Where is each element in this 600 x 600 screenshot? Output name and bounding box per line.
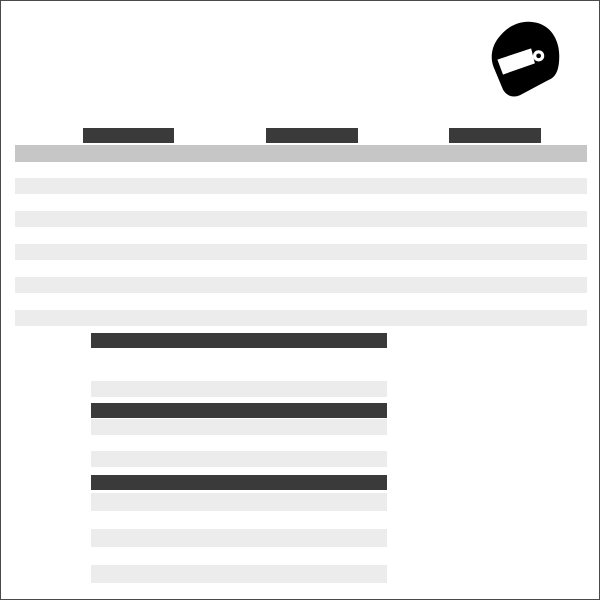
size-value-cell bbox=[367, 381, 387, 397]
diameter-unit bbox=[91, 511, 133, 529]
row-label bbox=[15, 435, 91, 451]
size-column-header bbox=[449, 145, 495, 162]
helmet-value-cell bbox=[133, 583, 169, 600]
measurement-cell bbox=[220, 310, 266, 327]
measurement-cell bbox=[495, 161, 541, 178]
size-column-header bbox=[37, 145, 83, 162]
measurement-cell bbox=[220, 227, 266, 244]
size-value-cell bbox=[328, 349, 348, 365]
standard-label bbox=[15, 511, 91, 529]
measurement-cell bbox=[404, 310, 450, 327]
size-value-cell bbox=[367, 349, 387, 365]
measurement-cell bbox=[541, 293, 587, 310]
measurement-cell bbox=[83, 194, 129, 211]
size-value-cell bbox=[308, 349, 328, 365]
measurement-cell bbox=[312, 178, 358, 195]
size-value-cell bbox=[150, 365, 170, 381]
measurement-cell bbox=[404, 194, 450, 211]
measurement-cell bbox=[174, 161, 220, 178]
measurement-cell bbox=[266, 260, 312, 277]
measurement-cell bbox=[83, 211, 129, 228]
measurement-cell bbox=[174, 293, 220, 310]
measurement-cell bbox=[37, 293, 83, 310]
size-value-cell bbox=[367, 365, 387, 381]
measurement-cell bbox=[449, 260, 495, 277]
size-value-cell bbox=[308, 365, 328, 381]
measurement-cell bbox=[449, 244, 495, 261]
measurement-row-label bbox=[15, 211, 37, 228]
standard-label-spacer bbox=[15, 565, 91, 583]
helmet-value-cell bbox=[277, 511, 313, 529]
helmet-size-header bbox=[205, 565, 241, 583]
row-filler bbox=[349, 583, 387, 600]
measurement-cell bbox=[37, 260, 83, 277]
diameter-unit bbox=[91, 547, 133, 565]
row-label bbox=[15, 451, 91, 467]
measurement-cell bbox=[266, 244, 312, 261]
measurement-cell bbox=[174, 194, 220, 211]
helmet-value-cell bbox=[133, 547, 169, 565]
measurement-cell bbox=[83, 227, 129, 244]
measurement-cell bbox=[312, 194, 358, 211]
helmet-size-header bbox=[205, 529, 241, 547]
measurement-cell bbox=[174, 211, 220, 228]
measurement-cell bbox=[83, 178, 129, 195]
measurement-cell bbox=[404, 277, 450, 294]
row-filler bbox=[349, 529, 387, 547]
standard-label bbox=[15, 583, 91, 600]
helmet-size-header bbox=[277, 565, 313, 583]
size-value-cell bbox=[269, 365, 289, 381]
helmet-value-cell bbox=[205, 511, 241, 529]
measurement-cell bbox=[129, 178, 175, 195]
measurement-cell bbox=[129, 244, 175, 261]
size-value-cell bbox=[288, 451, 337, 467]
measurement-cell bbox=[83, 260, 129, 277]
measurement-cell bbox=[449, 161, 495, 178]
size-column-header bbox=[404, 145, 450, 162]
measurement-cell bbox=[220, 161, 266, 178]
size-value-cell bbox=[91, 381, 111, 397]
row-filler bbox=[349, 547, 387, 565]
size-value-cell bbox=[140, 435, 189, 451]
measurement-cell bbox=[83, 244, 129, 261]
measurement-cell bbox=[312, 161, 358, 178]
measurement-cell bbox=[37, 161, 83, 178]
size-column-header bbox=[358, 145, 404, 162]
measurement-cell bbox=[37, 244, 83, 261]
size-value-cell bbox=[229, 365, 249, 381]
measurement-cell bbox=[358, 310, 404, 327]
size-value-cell bbox=[348, 365, 368, 381]
measurement-cell bbox=[358, 178, 404, 195]
main-size-table bbox=[15, 128, 587, 326]
measurement-cell bbox=[495, 244, 541, 261]
measurement-cell bbox=[220, 293, 266, 310]
size-column-header bbox=[220, 145, 266, 162]
helmet-value-cell bbox=[277, 547, 313, 565]
helmet-value-cell bbox=[313, 511, 349, 529]
measurement-cell bbox=[495, 260, 541, 277]
measurement-cell bbox=[312, 244, 358, 261]
measurement-cell bbox=[83, 293, 129, 310]
measurement-cell bbox=[266, 310, 312, 327]
measurement-cell bbox=[83, 277, 129, 294]
helmet-table bbox=[15, 475, 387, 600]
size-value-cell bbox=[91, 349, 111, 365]
size-column-header bbox=[312, 145, 358, 162]
size-value-cell bbox=[111, 381, 131, 397]
size-value-cell bbox=[337, 435, 386, 451]
diameter-unit bbox=[91, 583, 133, 600]
measurement-row-label bbox=[15, 260, 37, 277]
table-header-spacer bbox=[15, 475, 91, 493]
measurement-cell bbox=[541, 310, 587, 327]
size-value-cell bbox=[209, 349, 229, 365]
measurement-cell bbox=[220, 244, 266, 261]
measurement-cell bbox=[404, 161, 450, 178]
measurement-row-label bbox=[15, 277, 37, 294]
measurement-cell bbox=[495, 310, 541, 327]
measurement-cell bbox=[449, 178, 495, 195]
measurement-cell bbox=[266, 277, 312, 294]
size-value-cell bbox=[249, 349, 269, 365]
measurement-row-label bbox=[15, 227, 37, 244]
helmet-size-header bbox=[313, 565, 349, 583]
helmet-icon bbox=[488, 18, 563, 103]
helmet-size-header bbox=[205, 493, 241, 511]
size-value-cell bbox=[190, 349, 210, 365]
measurement-cell bbox=[541, 244, 587, 261]
size-column-header bbox=[129, 145, 175, 162]
helmet-size-header bbox=[169, 493, 205, 511]
measurement-cell bbox=[37, 227, 83, 244]
size-value-cell bbox=[348, 349, 368, 365]
helmet-size-header bbox=[313, 529, 349, 547]
gloves-table bbox=[15, 403, 387, 467]
size-group-cell bbox=[83, 128, 175, 143]
size-value-cell bbox=[91, 419, 140, 435]
size-value-cell bbox=[150, 349, 170, 365]
measurement-cell bbox=[266, 161, 312, 178]
size-value-cell bbox=[269, 349, 289, 365]
size-value-cell bbox=[130, 349, 150, 365]
row-filler bbox=[349, 565, 387, 583]
measurement-cell bbox=[541, 277, 587, 294]
measurement-cell bbox=[541, 161, 587, 178]
size-value-cell bbox=[249, 381, 269, 397]
measurement-cell bbox=[174, 227, 220, 244]
helmet-size-header bbox=[169, 565, 205, 583]
measurement-cell bbox=[495, 227, 541, 244]
size-group-cell bbox=[266, 128, 358, 143]
measurement-cell bbox=[129, 293, 175, 310]
size-column-header bbox=[541, 145, 587, 162]
size-value-cell bbox=[170, 381, 190, 397]
measurement-cell bbox=[174, 178, 220, 195]
standard-label-spacer bbox=[15, 529, 91, 547]
measurement-cell bbox=[174, 244, 220, 261]
size-value-cell bbox=[348, 381, 368, 397]
size-value-cell bbox=[239, 419, 288, 435]
measurement-cell bbox=[495, 194, 541, 211]
measurement-cell bbox=[312, 277, 358, 294]
helmet-size-header bbox=[133, 529, 169, 547]
size-value-cell bbox=[130, 381, 150, 397]
helmet-size-header bbox=[277, 493, 313, 511]
helmet-size-header bbox=[169, 529, 205, 547]
row-label bbox=[15, 381, 91, 397]
measurement-cell bbox=[37, 211, 83, 228]
size-group-cell bbox=[449, 128, 541, 143]
measurement-cell bbox=[495, 277, 541, 294]
size-value-cell bbox=[288, 419, 337, 435]
size-column-header bbox=[83, 145, 129, 162]
measurement-cell bbox=[404, 244, 450, 261]
measurement-cell bbox=[541, 260, 587, 277]
measurement-cell bbox=[449, 227, 495, 244]
measurement-cell bbox=[358, 260, 404, 277]
measurement-cell bbox=[266, 227, 312, 244]
measurement-cell bbox=[449, 194, 495, 211]
measurement-cell bbox=[358, 293, 404, 310]
helmet-value-cell bbox=[169, 511, 205, 529]
size-value-cell bbox=[288, 365, 308, 381]
size-value-cell bbox=[269, 381, 289, 397]
shoes-table-header bbox=[91, 333, 387, 348]
size-value-cell bbox=[140, 419, 189, 435]
measurement-cell bbox=[495, 211, 541, 228]
row-label bbox=[15, 419, 91, 435]
measurement-cell bbox=[449, 293, 495, 310]
measurement-cell bbox=[404, 227, 450, 244]
measurement-cell bbox=[358, 161, 404, 178]
size-value-cell bbox=[91, 451, 140, 467]
size-value-cell bbox=[190, 451, 239, 467]
size-value-cell bbox=[337, 451, 386, 467]
helmet-value-cell bbox=[277, 583, 313, 600]
standard-label bbox=[15, 547, 91, 565]
size-row-spacer bbox=[15, 145, 37, 162]
measurement-cell bbox=[541, 211, 587, 228]
standard-label-spacer bbox=[15, 493, 91, 511]
size-value-cell bbox=[209, 365, 229, 381]
measurement-cell bbox=[541, 227, 587, 244]
size-column-header bbox=[174, 145, 220, 162]
table-header-spacer bbox=[15, 333, 91, 349]
size-value-cell bbox=[337, 419, 386, 435]
helmet-value-cell bbox=[313, 547, 349, 565]
measurement-row-label bbox=[15, 310, 37, 327]
measurement-row-label bbox=[15, 178, 37, 195]
measurement-cell bbox=[83, 310, 129, 327]
size-group-spacer bbox=[541, 128, 587, 145]
helmet-size-header bbox=[241, 493, 277, 511]
helmet-table-header bbox=[91, 475, 387, 490]
size-value-cell bbox=[170, 365, 190, 381]
size-group-spacer bbox=[15, 128, 83, 143]
size-value-cell bbox=[239, 435, 288, 451]
size-value-cell bbox=[111, 349, 131, 365]
measurement-cell bbox=[220, 178, 266, 195]
measurement-row-label bbox=[15, 244, 37, 261]
measurement-cell bbox=[404, 293, 450, 310]
measurement-row-label bbox=[15, 293, 37, 310]
size-value-cell bbox=[249, 365, 269, 381]
measurement-cell bbox=[404, 211, 450, 228]
helmet-value-cell bbox=[241, 583, 277, 600]
helmet-value-cell bbox=[241, 547, 277, 565]
unit-spacer bbox=[91, 529, 133, 547]
measurement-cell bbox=[312, 260, 358, 277]
measurement-cell bbox=[358, 194, 404, 211]
size-value-cell bbox=[140, 451, 189, 467]
helmet-value-cell bbox=[241, 511, 277, 529]
measurement-cell bbox=[129, 260, 175, 277]
unit-spacer bbox=[91, 565, 133, 583]
measurement-cell bbox=[174, 277, 220, 294]
measurement-cell bbox=[83, 161, 129, 178]
size-value-cell bbox=[190, 381, 210, 397]
measurement-row-label bbox=[15, 161, 37, 178]
measurement-cell bbox=[312, 310, 358, 327]
size-value-cell bbox=[150, 381, 170, 397]
size-value-cell bbox=[91, 435, 140, 451]
helmet-value-cell bbox=[133, 511, 169, 529]
measurement-cell bbox=[449, 277, 495, 294]
size-value-cell bbox=[288, 381, 308, 397]
measurement-cell bbox=[358, 244, 404, 261]
measurement-cell bbox=[129, 227, 175, 244]
size-value-cell bbox=[170, 349, 190, 365]
measurement-cell bbox=[358, 227, 404, 244]
measurement-cell bbox=[37, 178, 83, 195]
measurement-cell bbox=[358, 277, 404, 294]
measurement-cell bbox=[266, 211, 312, 228]
row-label bbox=[15, 349, 91, 365]
gloves-table-header bbox=[91, 403, 387, 418]
helmet-value-cell bbox=[205, 547, 241, 565]
measurement-cell bbox=[449, 211, 495, 228]
helmet-value-cell bbox=[205, 583, 241, 600]
measurement-cell bbox=[220, 194, 266, 211]
measurement-cell bbox=[129, 277, 175, 294]
helmet-value-cell bbox=[169, 583, 205, 600]
row-filler bbox=[349, 493, 387, 511]
size-value-cell bbox=[209, 381, 229, 397]
size-value-cell bbox=[288, 435, 337, 451]
helmet-size-header bbox=[277, 529, 313, 547]
size-value-cell bbox=[190, 365, 210, 381]
shoes-table bbox=[15, 333, 387, 397]
size-group-cell bbox=[358, 128, 450, 143]
measurement-cell bbox=[129, 161, 175, 178]
measurement-cell bbox=[266, 178, 312, 195]
size-value-cell bbox=[111, 365, 131, 381]
measurement-cell bbox=[174, 260, 220, 277]
size-value-cell bbox=[91, 365, 111, 381]
size-column-header bbox=[266, 145, 312, 162]
size-value-cell bbox=[239, 451, 288, 467]
table-header-spacer bbox=[15, 403, 91, 419]
measurement-cell bbox=[449, 310, 495, 327]
helmet-size-header bbox=[313, 493, 349, 511]
row-filler bbox=[349, 511, 387, 529]
measurement-cell bbox=[129, 211, 175, 228]
size-value-cell bbox=[308, 381, 328, 397]
measurement-cell bbox=[37, 310, 83, 327]
measurement-cell bbox=[404, 260, 450, 277]
measurement-cell bbox=[174, 310, 220, 327]
measurement-cell bbox=[495, 178, 541, 195]
measurement-cell bbox=[312, 227, 358, 244]
measurement-cell bbox=[266, 194, 312, 211]
size-value-cell bbox=[130, 365, 150, 381]
measurement-cell bbox=[312, 293, 358, 310]
measurement-cell bbox=[266, 293, 312, 310]
size-value-cell bbox=[328, 365, 348, 381]
unit-spacer bbox=[91, 493, 133, 511]
measurement-cell bbox=[129, 194, 175, 211]
helmet-size-header bbox=[133, 493, 169, 511]
measurement-cell bbox=[404, 178, 450, 195]
size-value-cell bbox=[328, 381, 348, 397]
measurement-cell bbox=[37, 277, 83, 294]
size-group-cell bbox=[174, 128, 266, 143]
measurement-row-label bbox=[15, 194, 37, 211]
measurement-cell bbox=[37, 194, 83, 211]
helmet-size-header bbox=[241, 565, 277, 583]
size-value-cell bbox=[288, 349, 308, 365]
size-value-cell bbox=[190, 419, 239, 435]
measurement-cell bbox=[312, 211, 358, 228]
size-column-header bbox=[495, 145, 541, 162]
measurement-cell bbox=[220, 211, 266, 228]
measurement-cell bbox=[129, 310, 175, 327]
row-label bbox=[15, 365, 91, 381]
helmet-size-header bbox=[241, 529, 277, 547]
measurement-cell bbox=[541, 194, 587, 211]
measurement-cell bbox=[541, 178, 587, 195]
helmet-size-header bbox=[133, 565, 169, 583]
measurement-cell bbox=[358, 211, 404, 228]
size-value-cell bbox=[190, 435, 239, 451]
helmet-value-cell bbox=[169, 547, 205, 565]
size-value-cell bbox=[229, 381, 249, 397]
helmet-value-cell bbox=[313, 583, 349, 600]
measurement-cell bbox=[220, 277, 266, 294]
measurement-cell bbox=[495, 293, 541, 310]
size-value-cell bbox=[229, 349, 249, 365]
measurement-cell bbox=[220, 260, 266, 277]
